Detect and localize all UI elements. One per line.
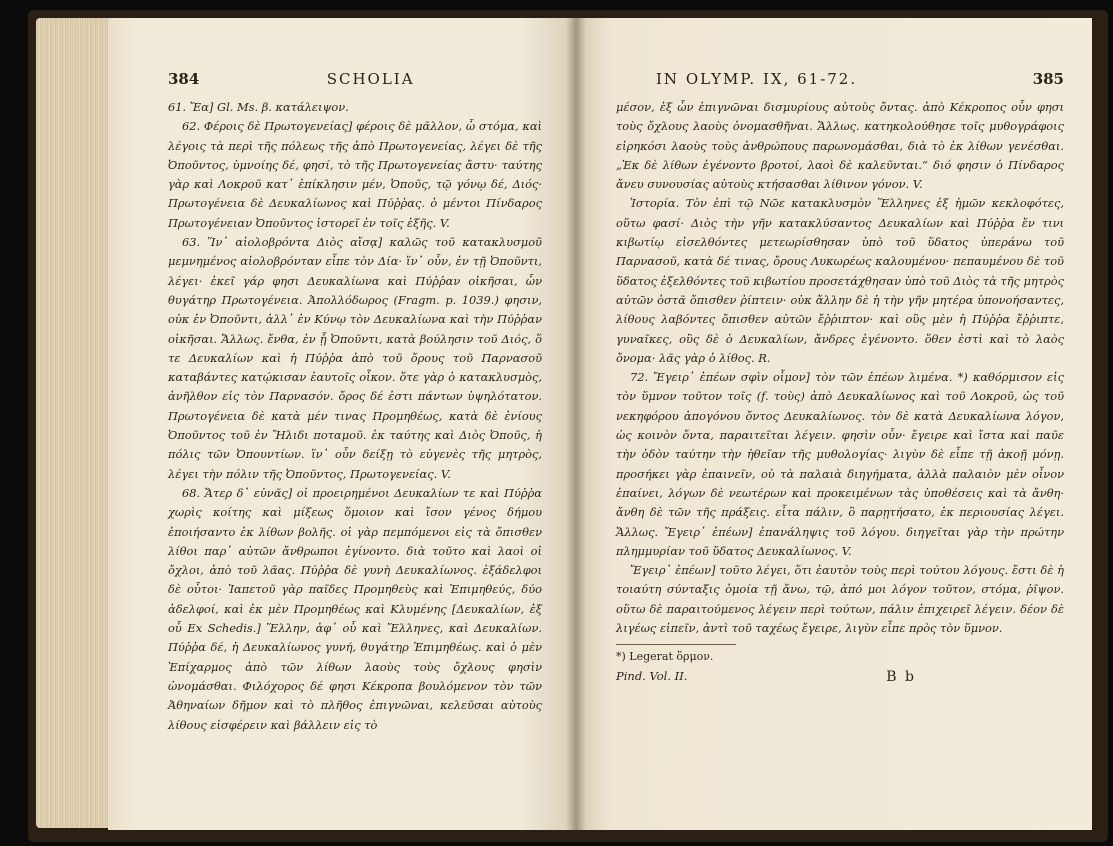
page-footer bbox=[616, 669, 916, 685]
scholion-72: 72. Ἔγειρ᾽ ἐπέων σφὶν οἶμον] τὸν τῶν ἐπέων λιμένα. *) καθόρμισον εἰς τὸν ὕμνον τοῦτον τοῖς (f. τοὺς) ἀπὸ Δευκαλίωνος καὶ τοῦ Λοκροῦ, ὡς τοῦ νεκηφόρου ἀπογόνου ὄντος Δευκαλίωνος. τὸν δὲ κατὰ Δευκαλίωνα λόγον, ὡς κοινὸν ὄντα, παραιτεῖται λέγειν. φησὶν οὖν· ἔγειρε καὶ ἴστα καὶ παῦε τὴν ὁδὸν ταύτην τὴν ἠθεῖαν τῆς μυθολογίας· λιγὺν δὲ εἶπε τῇ ἀκοῇ μόνῃ. προσήκει γὰρ ἐπαινεῖν, οὐ τὰ παλαιὰ διηγήματα, ἀλλὰ παλαιὸν μὲν οἶνον ἐπαίνει, λόγων δὲ νεωτέρων καὶ προκειμένων τὰς ὑποθέσεις καὶ τὰ ἄνθη· ἄνθη δὲ τῶν τῆς πράξεις. εἶτα πάλιν, ὃ παρῃτήσατο, ἐκ περιουσίας λέγει. Ἄλλως. Ἔγειρ᾽ ἐπέων] ἐπανάληψις τοῦ λόγου. διηγεῖται γὰρ τὴν πρώτην πλημμυρίαν τοῦ ὕδατος Δευκαλίωνος. V. bbox=[616, 370, 1064, 558]
left-running-head: SCHOLIA bbox=[326, 70, 415, 88]
footnote: *) Legerat ὅρμον. bbox=[616, 644, 736, 665]
left-page-number: 384 bbox=[168, 70, 200, 88]
right-running-head: IN OLYMP. IX, 61-72. bbox=[656, 70, 858, 88]
scholion-continuation: μέσον, ἐξ ὧν ἐπιγνῶναι δισμυρίους αὐτοὺς ὄντας. ἀπὸ Κέκροπος οὖν φησι τοὺς ὄχλους λαοὺς ὀνομασθῆναι. Ἄλλως. κατηκολούθησε τοῖς μυθογράφοις εἰρηκόσι λαοὺς τοὺς ἀνθρώπους παρωνομάσθαι, διὰ τὸ ἐκ λίθων γενέσθαι. „Ἐκ δὲ λίθων ἐγένοντο βροτοί, λαοὶ δὲ καλεῦνται.“ διό φησιν ὁ Πίνδαρος ἄνευ συνουσίας αὐτοὺς κτήσασθαι λίθινον γόνον. V. bbox=[616, 100, 1064, 192]
scholion-61: 61. Ἔα] Gl. Ms. β. κατάλειψον. bbox=[168, 100, 349, 114]
scholion-72-alt: Ἔγειρ᾽ ἐπέων] τοῦτο λέγει, ὅτι ἑαυτὸν τοὺς περὶ τούτου λόγους. ἔστι δὲ ἡ τοιαύτη σύνταξις ὁμοία τῇ ἄνω, τῷ, ἀπό μοι λόγον τοῦτον, στόμα, ῥῖψον. οὕτω δὲ παραιτούμενος λέγειν περὶ τούτων, πάλιν ἐπιχειρεῖ λέγειν. δέον δὲ λιγέως εἰπεῖν, ἀντὶ τοῦ ταχέως ἔγειρε, λιγὺν εἶπε πρὸς τὸν ὕμνον. bbox=[616, 563, 1064, 636]
right-page-number: 385 bbox=[1032, 70, 1064, 88]
footer-volume: Pind. Vol. II. bbox=[616, 669, 688, 684]
right-page bbox=[576, 18, 1092, 830]
scholion-63: 63. Ἵν᾽ αἰολοβρόντα Διὸς αἴσᾳ] καλῶς τοῦ κατακλυσμοῦ μεμνημένος αἰολοβρόνταν εἶπε τὸν Δία· ἵν᾽ οὖν, ἐν τῇ Ὀποῦντι, λέγει· ἐκεῖ γάρ φησι Δευκαλίωνα καὶ Πύῤῥαν οἰκῆσαι, ὧν θυγάτηρ Πρωτογένεια. Ἀπολλόδωρος (Fragm. p. 1039.) φησιν, οὐκ ἐν Ὀποῦντι, ἀλλ᾽ ἐν Κύνῳ τὸν Δευκαλίωνα καὶ τὴν Πύῤῥαν οἰκῆσαι. Ἄλλως. ἔνθα, ἐν ᾗ Ὀποῦντι, κατὰ βούλησιν τοῦ Διός, ὅ τε Δευκαλίων καὶ ἡ Πύῤῥα ἀπὸ τοῦ ὄρους τοῦ Παρνασοῦ καταβάντες κατῴκισαν ἑαυτοῖς οἶκον. ὅτε γὰρ ὁ κατακλυσμὸς, ἀνῆλθον εἰς τὸν Παρνασόν. ὄρος δέ ἐστι πάντων ὑψηλότατον. Πρωτογένεια δὲ κατὰ μέν τινας Προμηθέως, κατὰ δὲ ἐνίους Ὀποῦντος τοῦ ἐν Ἤλιδι ποταμοῦ. ἐκ ταύτης καὶ Διὸς Ὀποῦς, ἡ πόλις τῶν Ὀπουντίων. ἵν᾽ οὖν δείξῃ τὸ εὐγενὲς τῆς μητρὸς, λέγει τὴν πόλιν τῆς Ὀποῦντος, Πρωτογενείας. V. bbox=[168, 235, 542, 481]
book-gutter bbox=[566, 18, 586, 830]
scholion-68: 68. Ἄτερ δ᾽ εὐνᾶς] οἱ προειρημένοι Δευκαλίων τε καὶ Πύῤῥα χωρὶς κοίτης καὶ μίξεως ὅμοιον καὶ ἴσον γένος δήμου ἐποιήσαντο ἐκ λίθων βολῆς. οἱ γὰρ πεμπόμενοι εἰς τὰ ὄπισθεν λίθοι παρ᾽ αὐτῶν ἄνθρωποι ἐγίνοντο. διὰ τοῦτο καὶ λαοὶ οἱ ὄχλοι, ἀπὸ τοῦ λᾶας. Πύῤῥα δὲ γυνὴ Δευκαλίωνος. ἐξάδελφοι δὲ οὗτοι· Ἰαπετοῦ γὰρ παῖδες Προμηθεὺς καὶ Ἐπιμηθεύς, δύο ἀδελφοί, καὶ ἐκ μὲν Προμηθέως καὶ Κλυμένης [Δευκαλίων, ἐξ οὗ Ex Schedis.] Ἕλλην, ἀφ᾽ οὗ καὶ Ἕλληνες, καὶ Δευκαλίων. Πύῤῥα δέ, ἡ Δευκαλίωνος γυνή, θυγάτηρ Ἐπιμηθέως. καὶ ὁ μὲν Ἐπίχαρμος ἀπὸ τῶν λίθων λαοὺς τοὺς ὄχλους φησὶν ὠνομάσθαι. Φιλόχορος δέ φησι Κέκροπα βουλόμενον τὸν τῶν Ἀθηναίων δῆμον καὶ τὸ πλῆθος ἐπιγνῶναι, κελεῦσαι αὐτοὺς λίθους εἰσφέρειν καὶ βάλλειν εἰς τὸ bbox=[168, 485, 542, 732]
left-page bbox=[108, 18, 576, 830]
left-page-header bbox=[168, 70, 542, 88]
left-page-text bbox=[168, 98, 542, 735]
signature-mark: B b bbox=[886, 669, 916, 686]
scholion-62: 62. Φέροις δὲ Πρωτογενείας] φέροις δὲ μᾶλλον, ὦ στόμα, καὶ λέγοις τὰ περὶ τῆς πόλεως τῆς ἀπὸ Πρωτογενείας, λέγει δὲ τῆς Ὀποῦντος, ὑμνοίης δέ, φησί, τὸ τῆς Πρωτογενείας ἄστυ· ταύτης γὰρ καὶ Λοκροῦ κατ᾽ ἐπίκλησιν μέν, Ὀποῦς, τῷ γόνῳ δέ, Διός· Πρωτογένεια δὲ Δευκαλίωνος καὶ Πύῤῥας. ὁ μέντοι Πίνδαρος Πρωτογένειαν Ὀποῦντος ἱστορεῖ ἐν τοῖς ἑξῆς. V. bbox=[168, 119, 542, 230]
right-page-text bbox=[616, 98, 1064, 638]
scholion-historia: Ἱστορία. Τὸν ἐπὶ τῷ Νῶε κατακλυσμὸν Ἕλληνες ἐξ ἡμῶν κεκλοφότες, οὕτω φασί· Διὸς τὴν γῆν κατακλύσαντος Δευκαλίων καὶ Πύῤῥα ἔν τινι κιβωτίῳ εἰσελθόντες μετεωρίσθησαν ὑπὸ τοῦ ὕδατος ὑπεράνω τοῦ Παρνασοῦ, κατὰ δέ τινας, ὄρους Λυκωρέως καλουμένου· πεπαυμένου δὲ τοῦ ὕδατος ἐξελθόντες τοῦ κιβωτίου προσετάχθησαν ὑπὸ τοῦ Διὸς τὰ τῆς μητρὸς αὐτῶν ὀστᾶ ὄπισθεν ῥίπτειν· οὐκ ἄλλην δὲ ἡ τὴν γῆν μητέρα ὑπονοήσαντες, λίθους λαβόντες ὄπισθεν αὐτῶν ἔῤῥιπτον· καὶ οὓς μὲν ἡ Πύῤῥα ἔῤῥιπτε, γυναῖκες, οὓς δὲ ὁ Δευκαλίων, ἄνδρες ἐγένοντο. ὅθεν ἐστὶ καὶ τὸ λαὸς ὄνομα· λᾶς γὰρ ὁ λίθος. R. bbox=[616, 196, 1064, 365]
page-edges bbox=[36, 18, 118, 828]
right-page-header bbox=[616, 70, 1064, 88]
